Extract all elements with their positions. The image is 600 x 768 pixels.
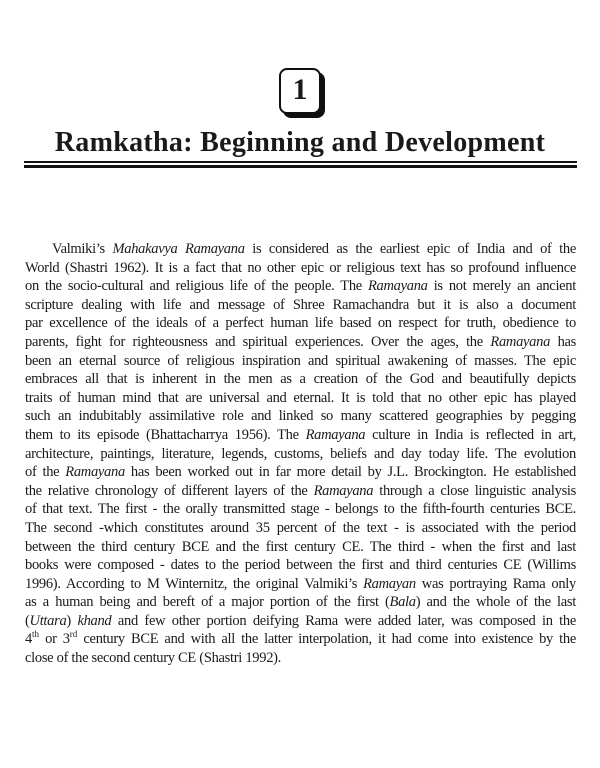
book-page	[0, 68, 600, 768]
paragraph-line: 1996). According to M Winternitz, the original Valmiki’s Ramayan was portraying Rama only	[25, 575, 576, 592]
paragraph-line: Valmiki’s Mahakavya Ramayana is considered as the earliest epic of India and of the	[52, 241, 576, 257]
paragraph-line: World (Shastri 1962). It is a fact that no other epic or religious text has so profound influence	[25, 259, 576, 276]
title-double-rule	[24, 161, 577, 168]
paragraph-line: been an eternal source of religious inspiration and spiritual awakening of masses. The epic	[25, 352, 576, 369]
paragraph-line: The second -which constitutes around 35 percent of the text - is associated with the period	[25, 519, 576, 536]
paragraph-line: of that text. The first - the orally transmitted stage - belongs to the fifth-fourth centuries BCE.	[25, 501, 576, 518]
chapter-number: 1	[292, 73, 308, 106]
paragraph-line: between the third century BCE and the first century CE. The third - when the first and last	[25, 538, 576, 555]
paragraph-line: parents, fight for righteousness and spiritual experiences. Over the ages, the Ramayana has	[25, 333, 576, 350]
paragraph-line: embraces all that is inherent in the men as a creation of the God and beautifully depicts	[25, 371, 576, 388]
paragraph-line: traits of human mind that are universal and eternal. It is told that no other epic has played	[25, 389, 576, 406]
paragraph-line: (Uttara) khand and few other portion deifying Rama were added later, was composed in the	[25, 612, 576, 629]
paragraph-line: them to its episode (Bhattacharrya 1956). The Ramayana culture in India is reflected in art,	[25, 426, 576, 443]
paragraph-line: of the Ramayana has been worked out in far more detail by J.L. Brockington. He established	[25, 464, 576, 481]
paragraph-line: par excellence of the ideals of a perfect human life based on respect for truth, obedience to	[25, 315, 576, 332]
paragraph-line: books were composed - dates to the period between the first and third centuries CE (Willims	[25, 557, 576, 574]
paragraph-line: on the socio-cultural and religious life of the people. The Ramayana is not merely an ancient	[25, 278, 576, 295]
paragraph-line: the relative chronology of different layers of the Ramayana through a close linguistic analysis	[25, 482, 576, 499]
paragraph-line: as a human being and bereft of a major portion of the first (Bala) and the whole of the last	[25, 594, 576, 611]
body-paragraph	[25, 240, 576, 668]
chapter-number-box	[279, 68, 321, 114]
paragraph-line: 4th or 3rd century BCE and with all the latter interpolation, it had come into existence by the	[25, 629, 576, 648]
paragraph-line: architecture, paintings, literature, legends, customs, beliefs and day today life. The evolution	[25, 445, 576, 462]
chapter-title: Ramkatha: Beginning and Development	[54, 127, 546, 158]
paragraph-line: such an indubitably assimilative role and linked so many scattered geographies by pegging	[25, 408, 576, 425]
paragraph-line: scripture dealing with life and message of Shree Ramachandra but it is also a document	[25, 296, 576, 313]
paragraph-line: close of the second century CE (Shastri 1992).	[25, 650, 281, 667]
